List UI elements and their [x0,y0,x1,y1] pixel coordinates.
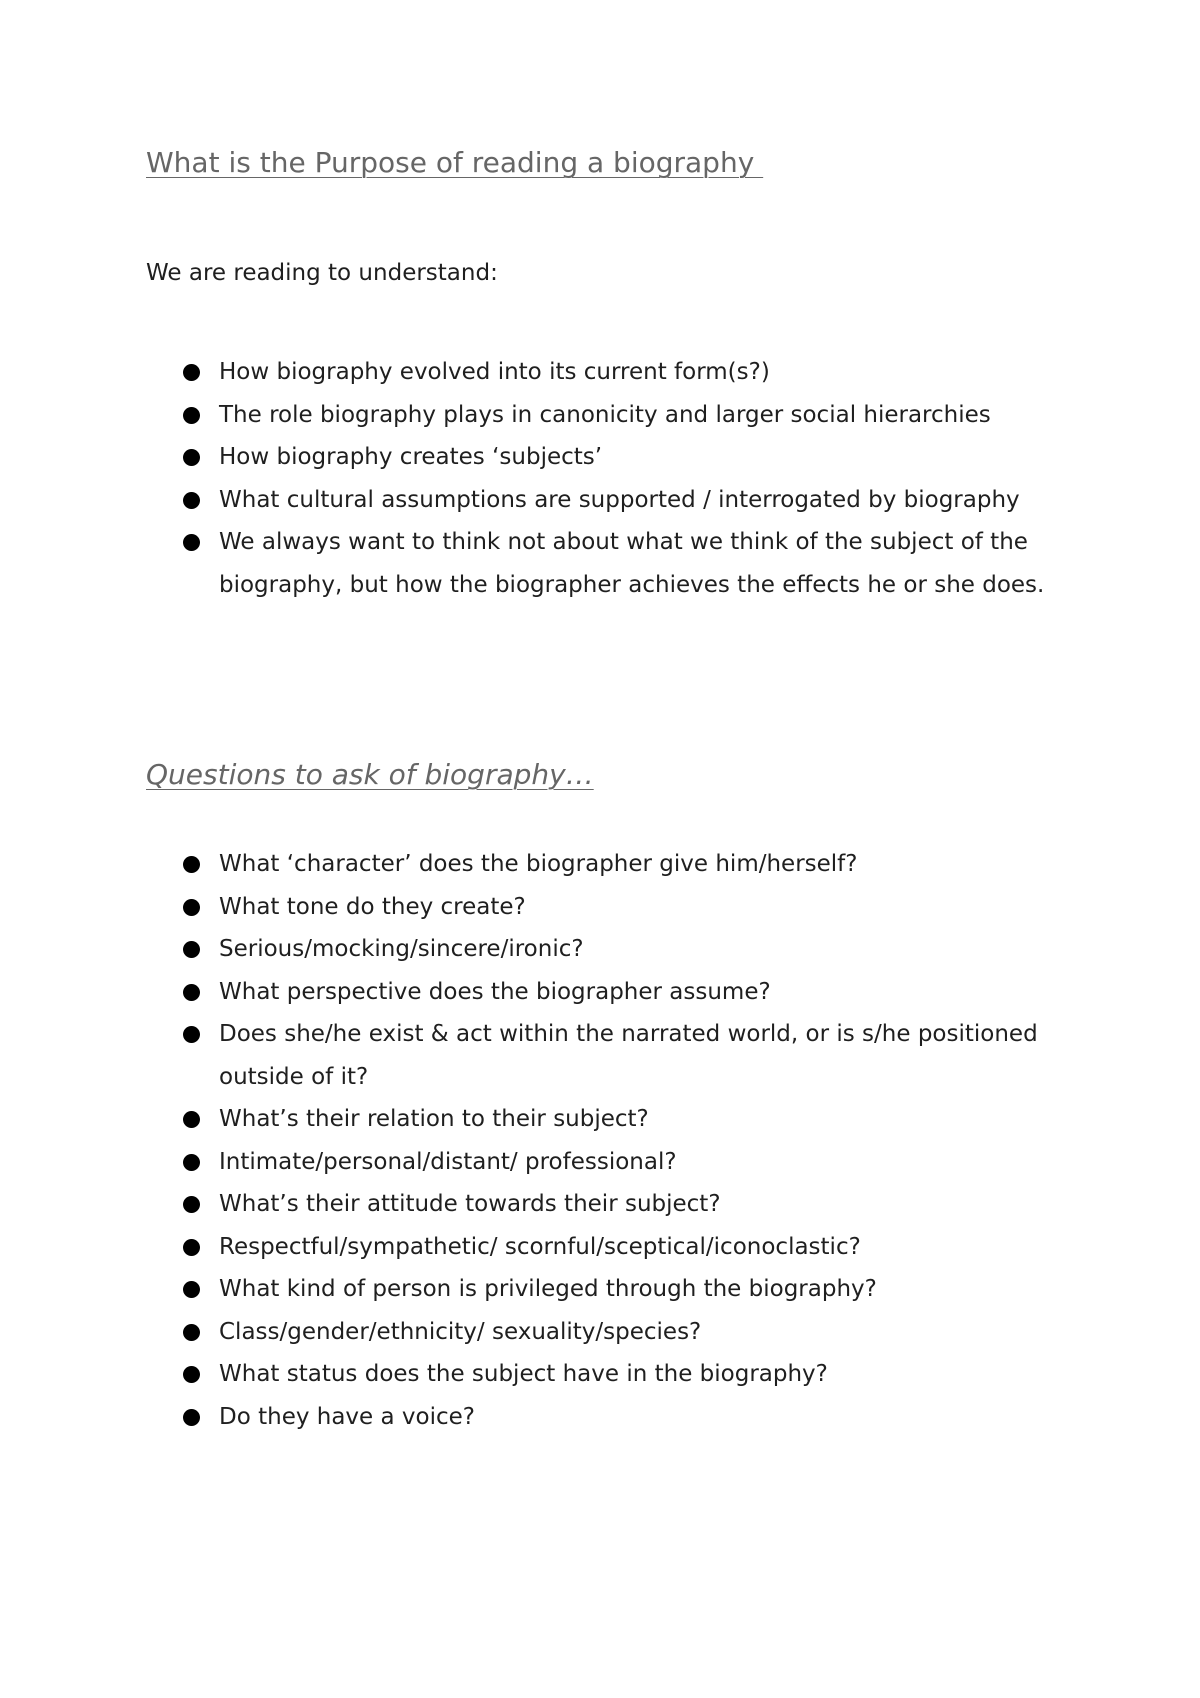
list-item [0,1141,1200,1184]
bullet-icon [183,1324,200,1341]
bullet-icon [183,1111,200,1128]
bullet-icon [183,1409,200,1426]
list-item-text: Does she/he exist & act within the narrated world, or is s/he positioned outside of it? [219,1021,1038,1090]
purpose-bullet-list [0,351,1200,606]
list-item-text: Class/gender/ethnicity/ sexuality/species? [219,1318,702,1345]
bullet-icon [183,449,200,466]
list-item-text: What cultural assumptions are supported / interrogated by biography [219,486,1020,513]
list-item [0,843,1200,886]
list-item [0,1353,1200,1396]
list-item-text: Serious/mocking/sincere/ironic? [219,936,584,962]
list-item-text: What kind of person is privileged through the biography? [219,1276,877,1302]
list-item [0,1013,1200,1098]
list-item [0,394,1200,437]
list-item-text: Respectful/sympathetic/ scornful/sceptical/iconoclastic? [219,1233,861,1260]
bullet-icon [183,1366,200,1383]
list-item [0,1268,1200,1311]
section-heading-questions: Questions to ask of biography… [146,758,594,791]
list-item [0,971,1200,1014]
list-item [0,521,1200,606]
bullet-icon [183,856,200,873]
section-heading-purpose: What is the Purpose of reading a biography [146,146,764,179]
bullet-icon [183,492,200,509]
bullet-icon [183,1239,200,1256]
list-item [0,1311,1200,1354]
bullet-icon [183,984,200,1001]
list-item-text: What ‘character’ does the biographer give him/herself? [219,851,858,877]
list-item [0,928,1200,971]
bullet-icon [183,1281,200,1298]
list-item-text: How biography evolved into its current form(s?) [219,359,770,385]
bullet-icon [183,1026,200,1043]
list-item [0,351,1200,394]
bullet-icon [183,899,200,916]
list-item [0,479,1200,522]
list-item-text: The role biography plays in canonicity and larger social hierarchies [219,401,991,428]
bullet-icon [183,534,200,551]
bullet-icon [183,1196,200,1213]
list-item [0,1226,1200,1269]
list-item [0,1098,1200,1141]
intro-text: We are reading to understand: [146,260,498,286]
list-item [0,436,1200,479]
list-item [0,1396,1200,1439]
list-item-text: Do they have a voice? [219,1403,475,1430]
bullet-icon [183,1154,200,1171]
bullet-icon [183,941,200,958]
list-item-text: Intimate/personal/distant/ professional? [219,1148,677,1175]
list-item-text: What’s their attitude towards their subject? [219,1191,721,1217]
list-item [0,1183,1200,1226]
bullet-icon [183,407,200,424]
list-item [0,886,1200,929]
list-item-text: What perspective does the biographer assume? [219,978,771,1005]
bullet-icon [183,364,200,381]
list-item-text: What status does the subject have in the biography? [219,1361,828,1387]
list-item-text: What’s their relation to their subject? [219,1106,649,1132]
list-item-text: We always want to think not about what we think of the subject of the biography, but how the biographer achieves the effects he or she does. [219,529,1045,598]
list-item-text: What tone do they create? [219,893,526,920]
questions-bullet-list [0,843,1200,1438]
list-item-text: How biography creates ‘subjects’ [219,444,603,470]
